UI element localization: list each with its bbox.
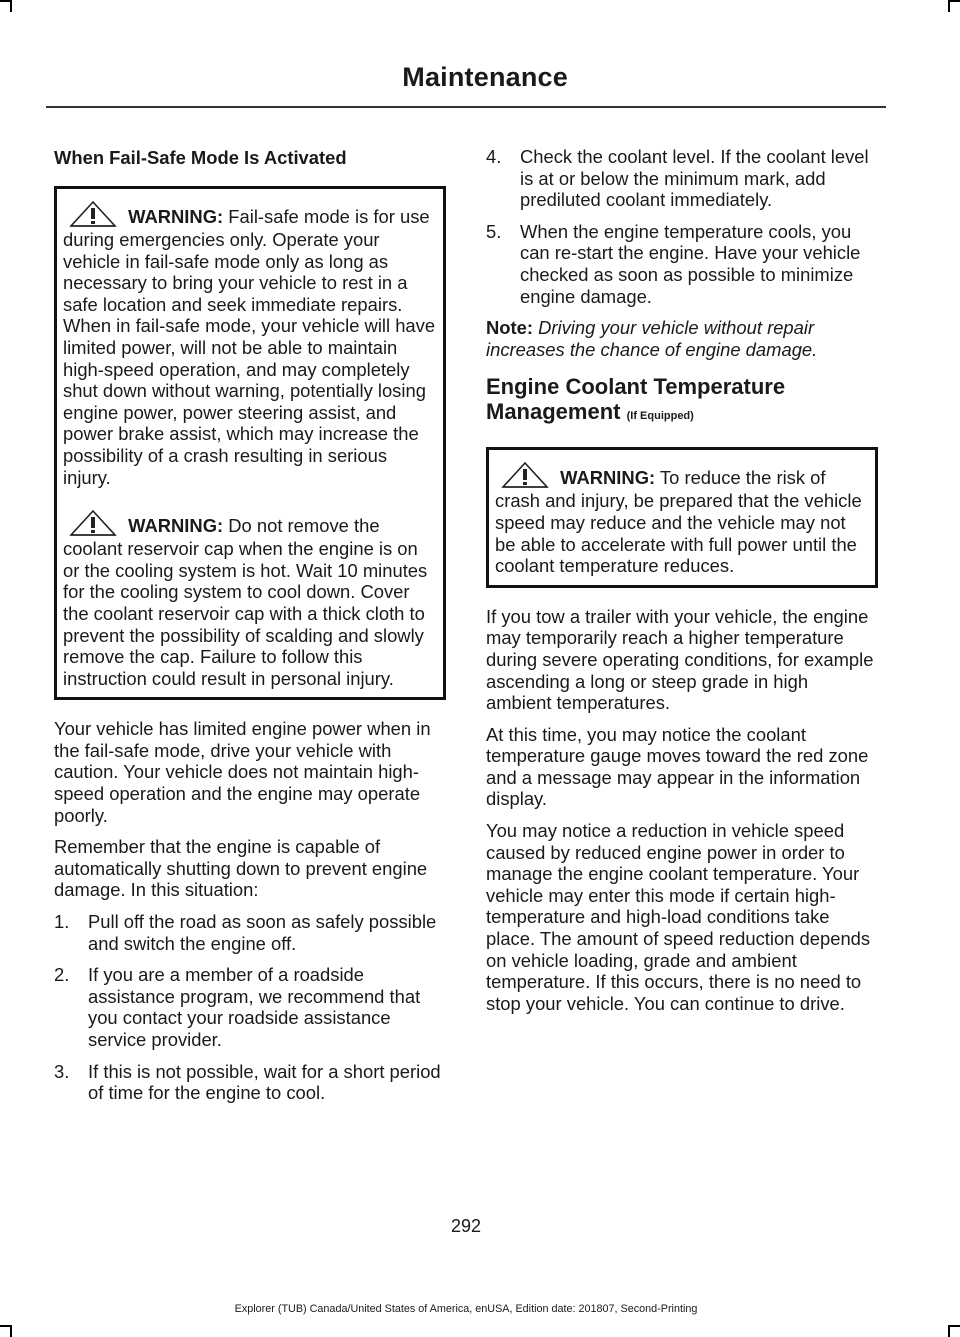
warning-label: WARNING: xyxy=(128,206,224,227)
page-number: 292 xyxy=(450,1216,482,1236)
section-heading-text: Engine Coolant Temperature Management xyxy=(486,374,786,425)
list-item xyxy=(486,146,878,211)
warning-triangle-icon xyxy=(495,460,555,490)
step-text: Pull off the road as soon as safely possible and switch the engine off. xyxy=(88,911,437,954)
step-text: If you are a member of a roadside assistance program, we recommend that you contact your roadside assistance service provider. xyxy=(88,964,421,1050)
warning-paragraph xyxy=(63,508,437,689)
step-number: 3. xyxy=(54,1060,70,1082)
steps-list xyxy=(486,146,878,307)
page-title: Maintenance xyxy=(402,62,568,92)
step-number: 5. xyxy=(486,220,502,242)
body-paragraph: Remember that the engine is capable of automatically shutting down to prevent engine damage. In this situation: xyxy=(54,836,428,901)
right-column xyxy=(486,146,878,1024)
list-item xyxy=(54,1061,446,1104)
warning-triangle-icon xyxy=(63,199,123,229)
step-text: Check the coolant level. If the coolant level is at or below the minimum mark, add prediluted coolant immediately. xyxy=(520,146,869,211)
warning-box xyxy=(486,447,878,587)
crop-mark xyxy=(10,1325,12,1337)
step-number: 2. xyxy=(54,964,70,986)
warning-box xyxy=(54,186,446,700)
note-label: Note: xyxy=(486,317,533,339)
body-paragraph: At this time, you may notice the coolant temperature gauge moves toward the red zone and a message may appear in the information display. xyxy=(486,723,869,810)
list-item xyxy=(54,911,446,954)
section-heading xyxy=(486,374,878,429)
note-paragraph xyxy=(486,317,878,360)
body-paragraph: You may notice a reduction in vehicle speed caused by reduced engine power in order to manage the engine coolant temperature. Your vehicle may enter this mode if certain high-temperature and high-load conditions take place. The amount of speed reduction depends on vehicle loading, grade and ambient temperature. If this occurs, there is no need to stop your vehicle. You can continue to drive. xyxy=(486,820,871,1014)
left-column xyxy=(54,146,446,1114)
crop-mark xyxy=(10,0,12,12)
step-text: When the engine temperature cools, you can re-start the engine. Have your vehicle checked as soon as possible to minimize engine damage. xyxy=(520,220,861,307)
subheading: When Fail-Safe Mode Is Activated xyxy=(54,147,347,168)
warning-triangle-icon xyxy=(63,508,123,538)
crop-mark xyxy=(948,1325,950,1337)
warning-label: WARNING: xyxy=(560,467,656,489)
header-rule xyxy=(46,106,886,108)
edition-footer: Explorer (TUB) Canada/United States of America, enUSA, Edition date: 201807, Second-Printing xyxy=(234,1303,698,1315)
step-number: 4. xyxy=(486,146,502,167)
warning-text: Fail-safe mode is for use during emergencies only. Operate your vehicle in fail-safe mode only as long as necessary to bring your vehicle to rest in a safe location and seek immediate repairs. When in fail-safe mode, your vehicle will have limited power, will not be able to maintain high-speed operation, and may completely shut down without warning, potentially losing engine power, power steering assist, and power brake assist, which may increase the possibility of a crash resulting in serious injury. xyxy=(63,206,436,488)
step-number: 1. xyxy=(54,911,70,933)
steps-list xyxy=(54,911,446,1104)
body-paragraph: Your vehicle has limited engine power when in the fail-safe mode, drive your vehicle with caution. Your vehicle does not maintain high-speed operation and the engine may operate poorly. xyxy=(54,718,431,826)
note-text: Driving your vehicle without repair increases the chance of engine damage. xyxy=(486,317,818,360)
warning-text: To reduce the risk of crash and injury, be prepared that the vehicle speed may reduce and the vehicle may not be able to accelerate with full power until the coolant temperature reduces. xyxy=(495,467,862,577)
warning-text: Do not remove the coolant reservoir cap when the engine is on or the cooling system is hot. Wait 10 minutes for the cooling system to cool down. Cover the coolant reservoir cap with a thick cloth to prevent the possibility of scalding and slowly remove the cap. Failure to follow this instruction could result in personal injury. xyxy=(63,515,428,689)
step-text: If this is not possible, wait for a short period of time for the engine to cool. xyxy=(88,1060,441,1104)
body-paragraph: If you tow a trailer with your vehicle, the engine may temporarily reach a higher temperature during severe operating conditions, for example ascending a long or steep grade in high ambient temperatures. xyxy=(486,605,874,714)
warning-paragraph xyxy=(495,460,869,576)
warning-paragraph xyxy=(63,199,437,488)
warning-label: WARNING: xyxy=(128,515,224,537)
list-item xyxy=(486,221,878,307)
list-item xyxy=(54,964,446,1050)
crop-mark xyxy=(948,0,950,12)
section-heading-suffix: (If Equipped) xyxy=(626,410,694,423)
